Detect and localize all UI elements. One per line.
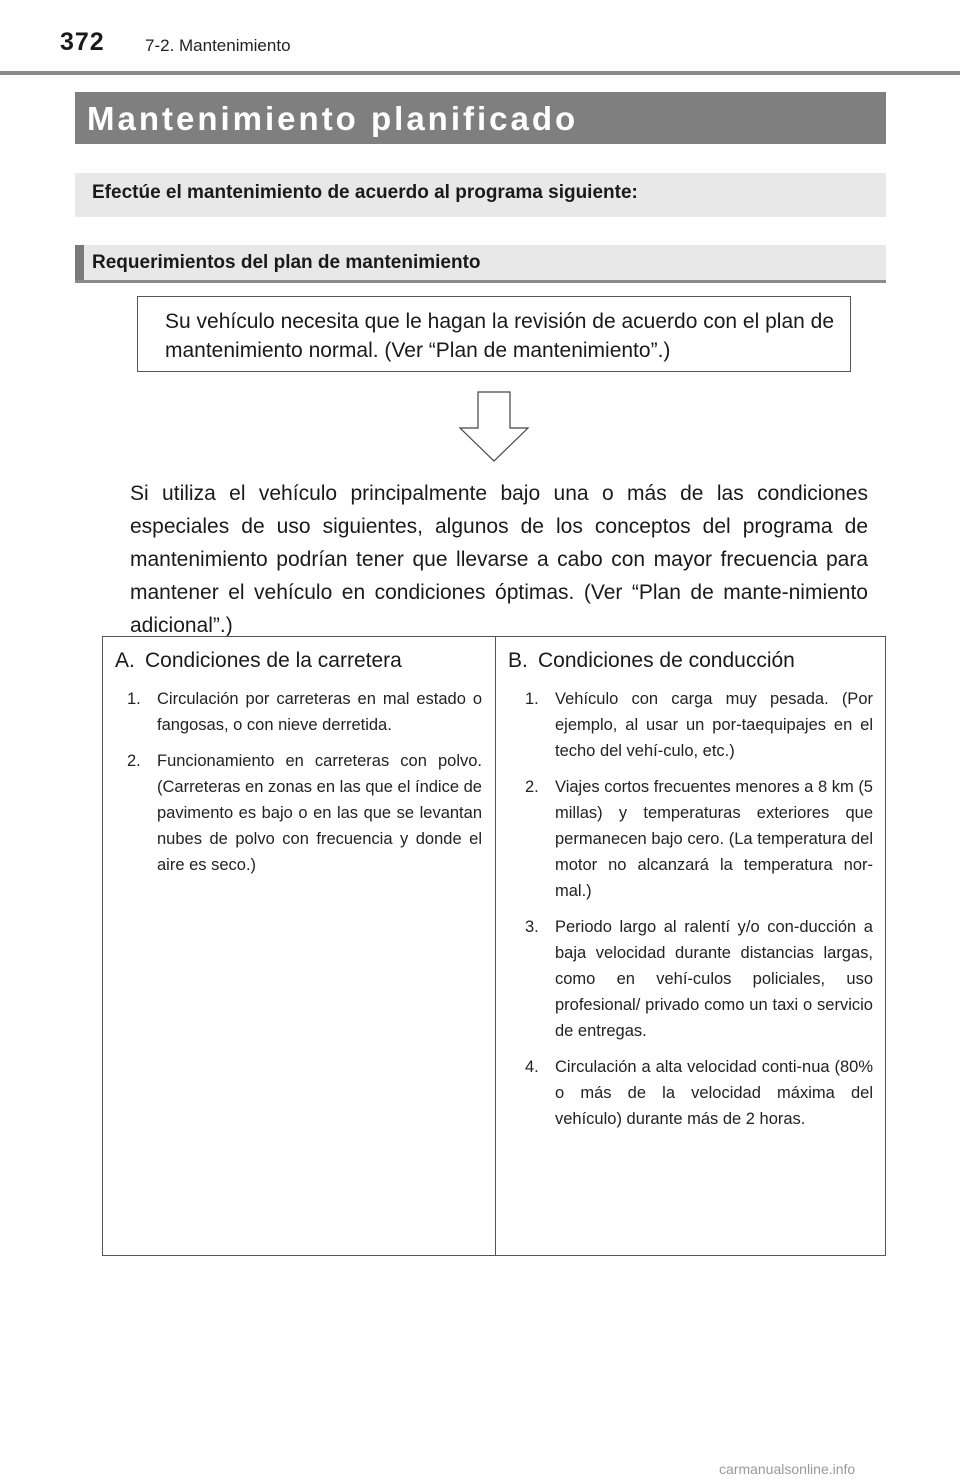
intro-bar xyxy=(75,173,886,217)
list-item xyxy=(525,1054,873,1132)
page-title: Mantenimiento planificado xyxy=(87,100,579,137)
item-number: 4. xyxy=(525,1058,539,1076)
normal-plan-box xyxy=(137,296,851,372)
watermark: carmanualsonline.info xyxy=(719,1461,856,1477)
item-number: 1. xyxy=(525,690,539,708)
intro-text: Efectúe el mantenimiento de acuerdo al programa siguiente: xyxy=(92,182,638,203)
requirements-heading-text: Requerimientos del plan de mantenimiento xyxy=(92,252,481,273)
item-text: Viajes cortos frecuentes menores a 8 km (5 millas) y temperaturas exteriores que permanecen bajo cero. (La temperatura del motor no alcanzará la temperatura nor-mal.) xyxy=(555,778,873,900)
list-item xyxy=(525,914,873,1044)
normal-plan-text: Su vehículo necesita que le hagan la revisión de acuerdo con el plan de mantenimiento normal. (Ver “Plan de mantenimiento”.) xyxy=(165,310,834,362)
driving-conditions-title: Condiciones de conducción xyxy=(538,649,795,672)
item-number: 1. xyxy=(127,690,141,708)
item-text: Vehículo con carga muy pesada. (Por ejemplo, al usar un por-taequipajes en el techo del vehí-culo, etc.) xyxy=(555,690,873,760)
list-item xyxy=(525,774,873,904)
title-banner xyxy=(75,92,886,144)
list-item xyxy=(525,686,873,764)
item-number: 2. xyxy=(525,778,539,796)
page-number: 372 xyxy=(60,28,105,56)
driving-conditions-heading xyxy=(508,649,795,673)
special-conditions-text: Si utiliza el vehículo principalmente bajo una o más de las condiciones especiales de uso siguientes, algunos de los conceptos del programa de mantenimiento podrían tener que llevarse a cabo con mayor frecuencia para mantener el vehículo en condiciones óptimas. (Ver “Plan de mante-nimiento adicional”.) xyxy=(130,482,868,637)
driving-conditions-list xyxy=(525,686,873,1142)
road-conditions-heading xyxy=(115,649,402,673)
road-conditions-letter: A. xyxy=(115,649,135,672)
list-item xyxy=(127,686,482,738)
list-item xyxy=(127,748,482,878)
down-arrow-icon xyxy=(458,391,530,463)
conditions-table xyxy=(102,636,886,1256)
item-number: 2. xyxy=(127,752,141,770)
road-conditions-title: Condiciones de la carretera xyxy=(145,649,402,672)
item-text: Periodo largo al ralentí y/o con-ducción a baja velocidad durante distancias largas, como en vehí-culos policiales, uso profesional/ privado como un taxi o servicio de entregas. xyxy=(555,918,873,1040)
section-label: 7-2. Mantenimiento xyxy=(145,36,291,55)
item-text: Funcionamiento en carreteras con polvo. (Carreteras en zonas en las que el índice de pavimento es bajo o en las que se levantan nubes de polvo con frecuencia y donde el aire es seco.) xyxy=(157,752,482,874)
requirements-heading xyxy=(75,245,886,283)
header-rule xyxy=(0,71,960,75)
column-divider xyxy=(495,637,496,1255)
item-number: 3. xyxy=(525,918,539,936)
heading-accent xyxy=(75,245,84,280)
driving-conditions-letter: B. xyxy=(508,649,528,672)
road-conditions-list xyxy=(127,686,482,888)
item-text: Circulación a alta velocidad conti-nua (80% o más de la velocidad máxima del vehículo) durante más de 2 horas. xyxy=(555,1058,873,1128)
item-text: Circulación por carreteras en mal estado o fangosas, o con nieve derretida. xyxy=(157,690,482,734)
